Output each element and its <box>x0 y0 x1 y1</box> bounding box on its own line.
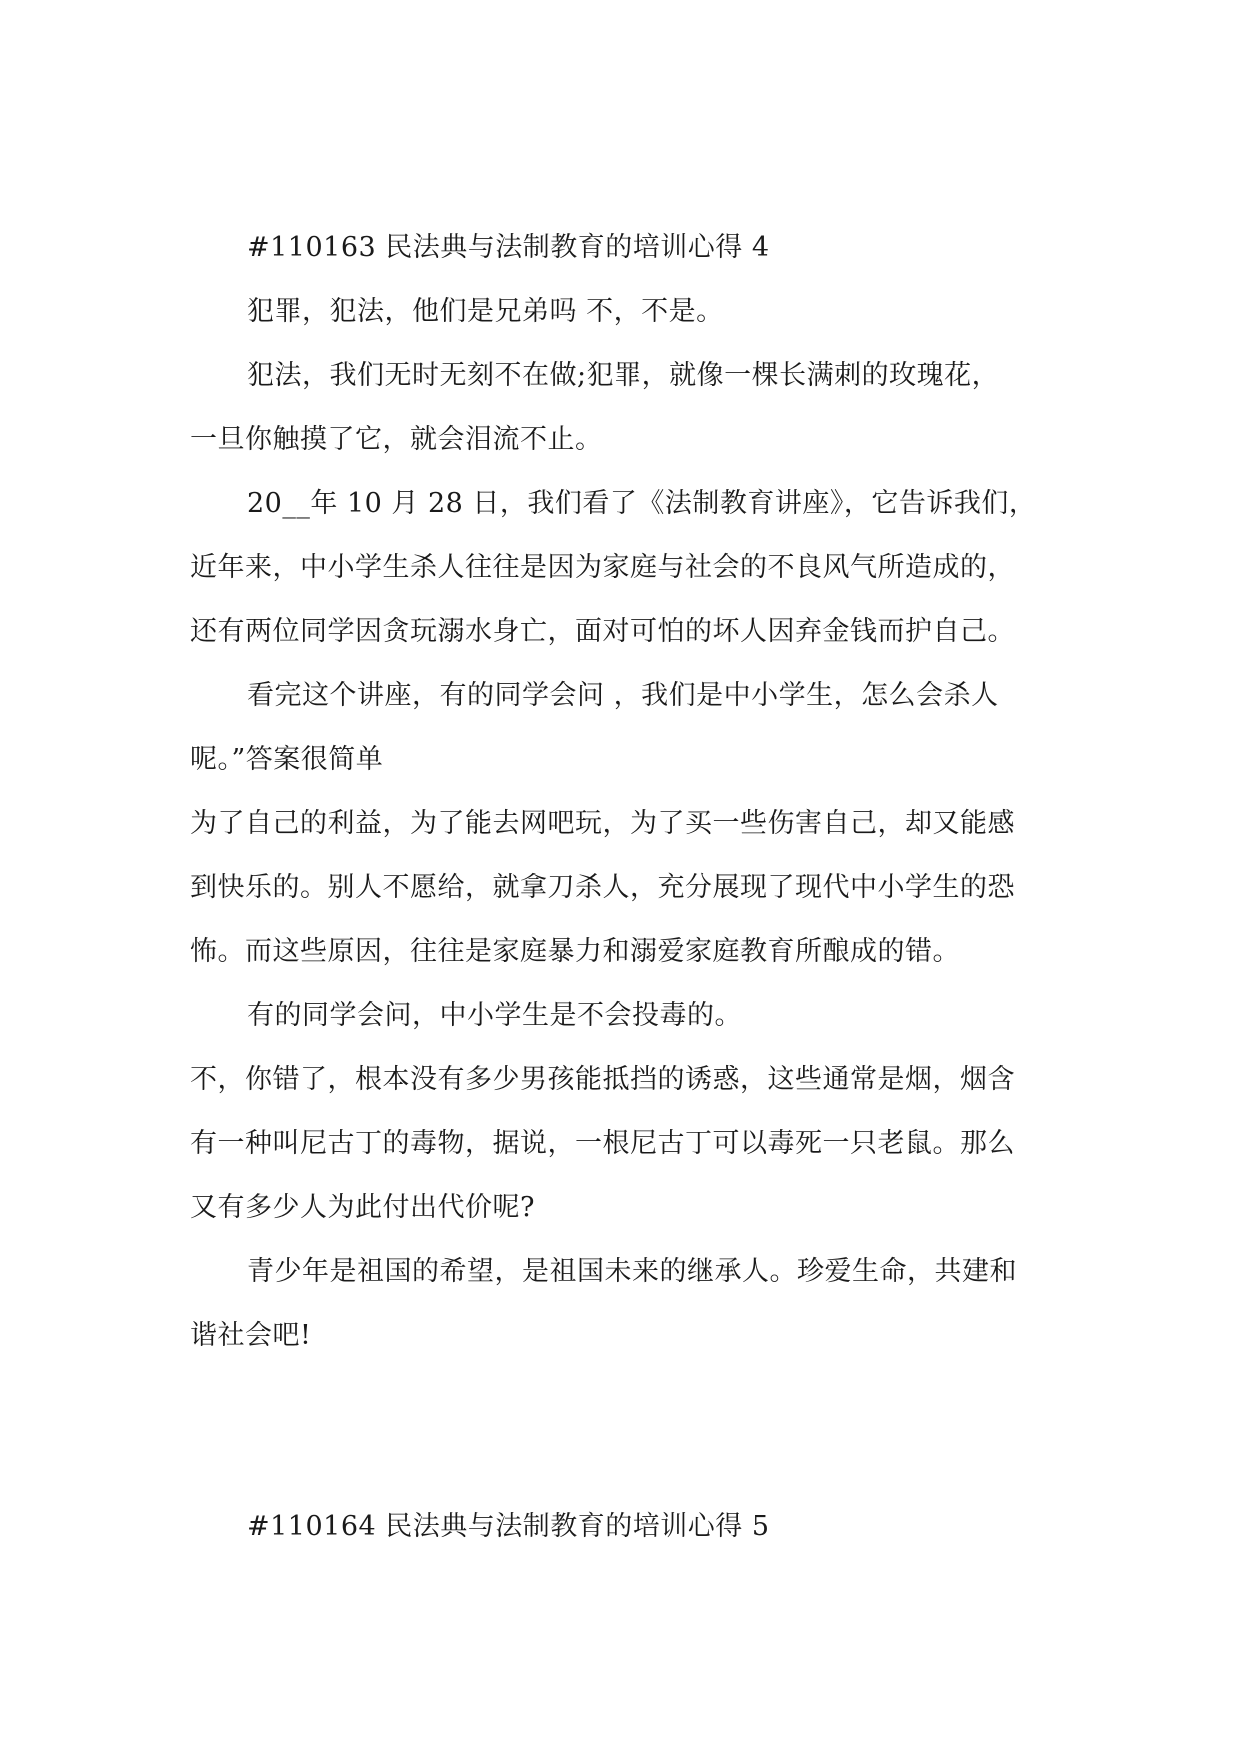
paragraph-line: 一旦你触摸了它，就会泪流不止。 <box>190 424 603 455</box>
paragraph-line: 青少年是祖国的希望，是祖国未来的继承人。珍爱生命，共建和 <box>247 1256 1017 1287</box>
paragraph-line: 有的同学会问，中小学生是不会投毒的。 <box>247 1000 742 1031</box>
paragraph-line: 呢。”答案很简单 <box>190 744 384 775</box>
paragraph-line: 近年来，中小学生杀人往往是因为家庭与社会的不良风气所造成的， <box>190 552 1015 583</box>
paragraph-line: 为了自己的利益，为了能去网吧玩，为了买一些伤害自己，却又能感 <box>190 808 1015 839</box>
paragraph-line: 犯法，我们无时无刻不在做;犯罪，就像一棵长满刺的玫瑰花， <box>247 360 1000 391</box>
paragraph-line: 犯罪，犯法，他们是兄弟吗 不，不是。 <box>247 296 724 327</box>
paragraph-line: 谐社会吧! <box>190 1320 312 1351</box>
paragraph-line: 到快乐的。别人不愿给，就拿刀杀人，充分展现了现代中小学生的恐 <box>190 872 1015 903</box>
paragraph-line: 20__年 10 月 28 日，我们看了《法制教育讲座》，它告诉我们， <box>247 488 1037 519</box>
paragraph-line: 又有多少人为此付出代价呢? <box>190 1192 535 1223</box>
paragraph-line: 怖。而这些原因，往往是家庭暴力和溺爱家庭教育所酿成的错。 <box>190 936 960 967</box>
paragraph-line: 有一种叫尼古丁的毒物，据说，一根尼古丁可以毒死一只老鼠。那么 <box>190 1128 1015 1159</box>
paragraph-line: 还有两位同学因贪玩溺水身亡，面对可怕的坏人因弃金钱而护自己。 <box>190 616 1015 647</box>
paragraph-line: 看完这个讲座，有的同学会问 ，我们是中小学生，怎么会杀人 <box>247 680 999 711</box>
paragraph-line: 不，你错了，根本没有多少男孩能抵挡的诱惑，这些通常是烟，烟含 <box>190 1064 1015 1095</box>
section-heading-4: #110163 民法典与法制教育的培训心得 4 <box>247 232 770 263</box>
section-heading-5: #110164 民法典与法制教育的培训心得 5 <box>247 1511 770 1542</box>
